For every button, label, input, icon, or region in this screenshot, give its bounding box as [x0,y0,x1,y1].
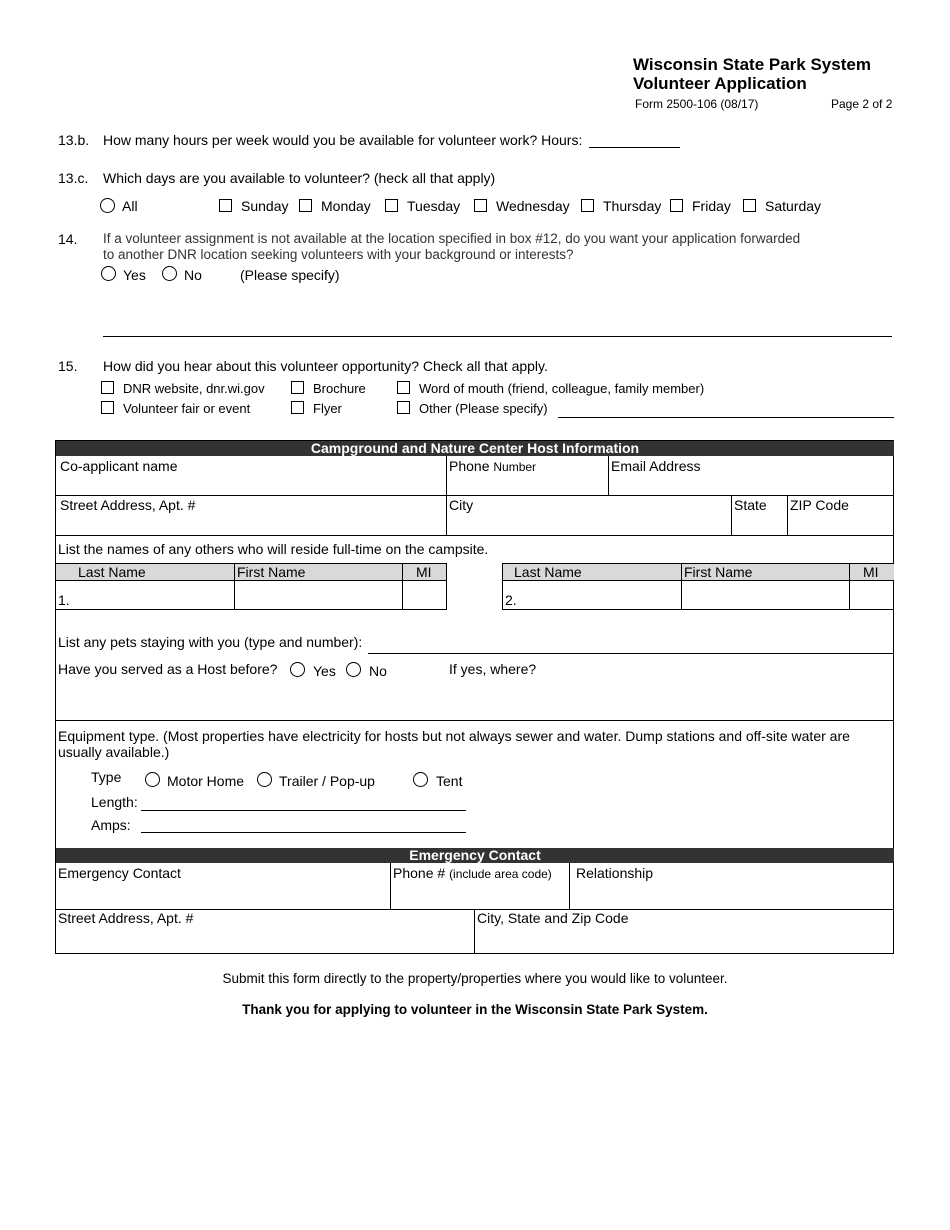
tuesday-label: Tuesday [407,198,461,214]
flyer-label: Flyer [313,401,342,416]
zip-code-label: ZIP Code [790,497,849,513]
host-section-heading: Campground and Nature Center Host Information [56,441,894,456]
word-of-mouth-checkbox[interactable] [397,381,410,394]
if-yes-where-label: If yes, where? [449,661,537,677]
emergency-phone-label [393,865,552,882]
thursday-label: Thursday [603,198,662,214]
emergency-section-heading: Emergency Contact [56,848,894,863]
length-input[interactable] [141,810,466,811]
pets-label: List any pets staying with you (type and number): [58,634,363,650]
thank-you-message: Thank you for applying to volunteer in the Wisconsin State Park System. [242,1002,708,1017]
form-subtitle: Volunteer Application [633,74,807,93]
phone-label: Phone [449,458,490,474]
length-label: Length: [91,794,138,810]
volunteer-fair-checkbox[interactable] [101,401,114,414]
amps-label: Amps: [91,817,131,833]
state-label: State [734,497,767,513]
coapplicant-name-label: Co-applicant name [60,458,178,474]
first-name-header-2: First Name [684,564,753,580]
city-state-zip-label: City, State and Zip Code [477,910,629,926]
street-address-label: Street Address, Apt. # [60,497,196,513]
q14-text-line1: If a volunteer assignment is not available at the location specified in box #12, do you want your application forwarded [103,231,801,246]
motor-home-label: Motor Home [167,773,245,789]
submit-instructions: Submit this form directly to the property/properties where you would like to volunteer. [222,971,728,986]
row-2-number: 2. [505,592,517,608]
other-checkbox[interactable] [397,401,410,414]
served-before-label: Have you served as a Host before? [58,661,278,677]
wednesday-checkbox[interactable] [474,199,487,212]
form-number: Form 2500-106 (08/17) [635,97,759,111]
emergency-phone-small: (include area code) [449,867,552,881]
q14-specify-input[interactable] [103,336,892,337]
mi-header-1: MI [416,564,432,580]
equipment-type-label: Type [91,769,122,785]
dnr-website-checkbox[interactable] [101,381,114,394]
served-no-label: No [369,663,387,679]
served-yes-radio[interactable] [290,662,305,677]
q14-no-label: No [184,267,202,283]
volunteer-fair-label: Volunteer fair or event [123,401,251,416]
q15-number: 15. [58,358,78,374]
thursday-checkbox[interactable] [581,199,594,212]
trailer-label: Trailer / Pop-up [279,773,375,789]
other-label: Other (Please specify) [419,401,548,416]
trailer-radio[interactable] [257,772,272,787]
tent-label: Tent [436,773,463,789]
pets-input[interactable] [368,653,894,654]
tent-radio[interactable] [413,772,428,787]
emergency-phone-text: Phone # [393,865,446,881]
q14-number: 14. [58,231,78,247]
q13b-number: 13.b. [58,132,90,148]
friday-label: Friday [692,198,731,214]
q15-text: How did you hear about this volunteer opportunity? Check all that apply. [103,358,548,374]
hours-input[interactable] [589,147,680,148]
relationship-label: Relationship [576,865,654,881]
q14-yes-radio[interactable] [101,266,116,281]
city-label: City [449,497,474,513]
wednesday-label: Wednesday [496,198,570,214]
dnr-website-label: DNR website, dnr.wi.gov [123,381,265,396]
q14-yes-label: Yes [123,267,146,283]
brochure-label: Brochure [313,381,366,396]
saturday-label: Saturday [765,198,822,214]
row-1-number: 1. [58,592,70,608]
brochure-checkbox[interactable] [291,381,304,394]
last-name-header-2: Last Name [514,564,582,580]
other-specify-input[interactable] [558,417,894,418]
amps-input[interactable] [141,832,466,833]
others-label: List the names of any others who will reside full-time on the campsite. [58,541,489,557]
q13b-text: How many hours per week would you be available for volunteer work? Hours: [103,132,583,148]
q14-text-line2: to another DNR location seeking volunteers with your background or interests? [103,247,574,262]
served-no-radio[interactable] [346,662,361,677]
equipment-text-line1: Equipment type. (Most properties have electricity for hosts but not always sewer and water. Dump stations and off-site water are [58,728,850,744]
emergency-street-label: Street Address, Apt. # [58,910,194,926]
all-days-label: All [122,198,138,214]
served-yes-label: Yes [313,663,336,679]
q14-specify-label: (Please specify) [240,267,340,283]
word-of-mouth-label: Word of mouth (friend, colleague, family member) [419,381,705,396]
flyer-checkbox[interactable] [291,401,304,414]
sunday-checkbox[interactable] [219,199,232,212]
monday-checkbox[interactable] [299,199,312,212]
emergency-contact-label: Emergency Contact [58,865,181,881]
phone-label-small: Number [493,460,537,474]
page-number: Page 2 of 2 [831,97,893,111]
saturday-checkbox[interactable] [743,199,756,212]
friday-checkbox[interactable] [670,199,683,212]
all-days-radio[interactable] [100,198,115,213]
q13c-text: Which days are you available to volunteer? (heck all that apply) [103,170,496,186]
mi-header-2: MI [863,564,879,580]
email-address-label: Email Address [611,458,701,474]
phone-number-label [449,458,536,475]
equipment-text-line2: usually available.) [58,744,170,760]
sunday-label: Sunday [241,198,289,214]
q14-no-radio[interactable] [162,266,177,281]
monday-label: Monday [321,198,371,214]
form-title: Wisconsin State Park System [633,55,871,74]
motor-home-radio[interactable] [145,772,160,787]
q13c-number: 13.c. [58,170,89,186]
first-name-header-1: First Name [237,564,306,580]
tuesday-checkbox[interactable] [385,199,398,212]
last-name-header-1: Last Name [78,564,146,580]
